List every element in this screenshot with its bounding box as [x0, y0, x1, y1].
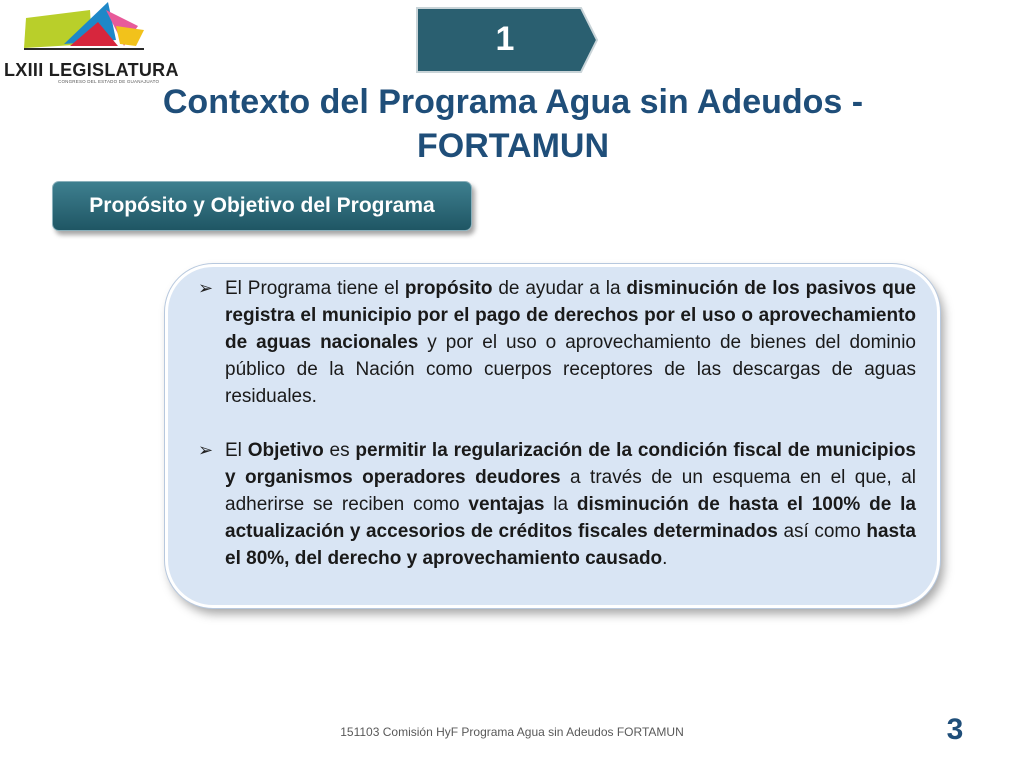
bold-run: disminución de los pasivos que registra el municipio por el pago de derechos por el uso o aprovechamiento de aguas nacionales	[225, 278, 916, 353]
bullet-text	[225, 437, 916, 572]
text-run: El Programa tiene el	[225, 278, 405, 299]
bullet-proposito	[192, 275, 916, 410]
text-run: es	[323, 440, 356, 461]
arrowhead-bullet-icon: ➢	[198, 278, 214, 298]
text-run: a través de un esquema en el que, al adherirse se reciben como	[225, 467, 917, 515]
bullet-objetivo	[192, 437, 916, 572]
bold-run: disminución de hasta el 100% de la actualización y accesorios de créditos fiscales determinados	[225, 494, 916, 542]
content-box	[165, 264, 940, 608]
bold-run: ventajas	[468, 494, 545, 515]
arrowhead-bullet-icon: ➢	[198, 440, 214, 460]
footer-text: 151103 Comisión HyF Programa Agua sin Adeudos FORTAMUN	[340, 725, 684, 739]
bullet-list	[192, 275, 916, 599]
bold-run: propósito	[404, 278, 493, 299]
text-run: El	[225, 440, 248, 461]
page-number: 3	[946, 713, 964, 746]
text-run: .	[662, 548, 668, 569]
bold-run: Objetivo	[247, 440, 324, 461]
slide-title: Contexto del Programa Agua sin Adeudos - FORTAMUN	[162, 83, 864, 165]
bold-run: permitir la regularización de la condición fiscal de municipios y organismos operadores deudores	[225, 440, 916, 488]
section-number: 1	[495, 20, 515, 58]
text-run: la	[544, 494, 577, 515]
logo-emblem-icon	[20, 0, 150, 58]
logo-subtitle: CONGRESO DEL ESTADO DE GUANAJUATO	[58, 79, 160, 84]
text-run: así como	[777, 521, 867, 542]
text-run: y por el uso o aprovechamiento de bienes del dominio público de la Nación como cuerpos receptores de las descargas de aguas residuales.	[225, 332, 916, 407]
bullet-text	[225, 275, 916, 410]
logo-text: LXIII LEGISLATURA	[4, 60, 179, 80]
text-run: de ayudar a la	[492, 278, 627, 299]
bold-run: hasta el 80%, del derecho y aprovechamiento causado	[225, 521, 916, 569]
section-number-tab	[415, 6, 600, 74]
section-heading-badge: Propósito y Objetivo del Programa	[52, 181, 472, 231]
